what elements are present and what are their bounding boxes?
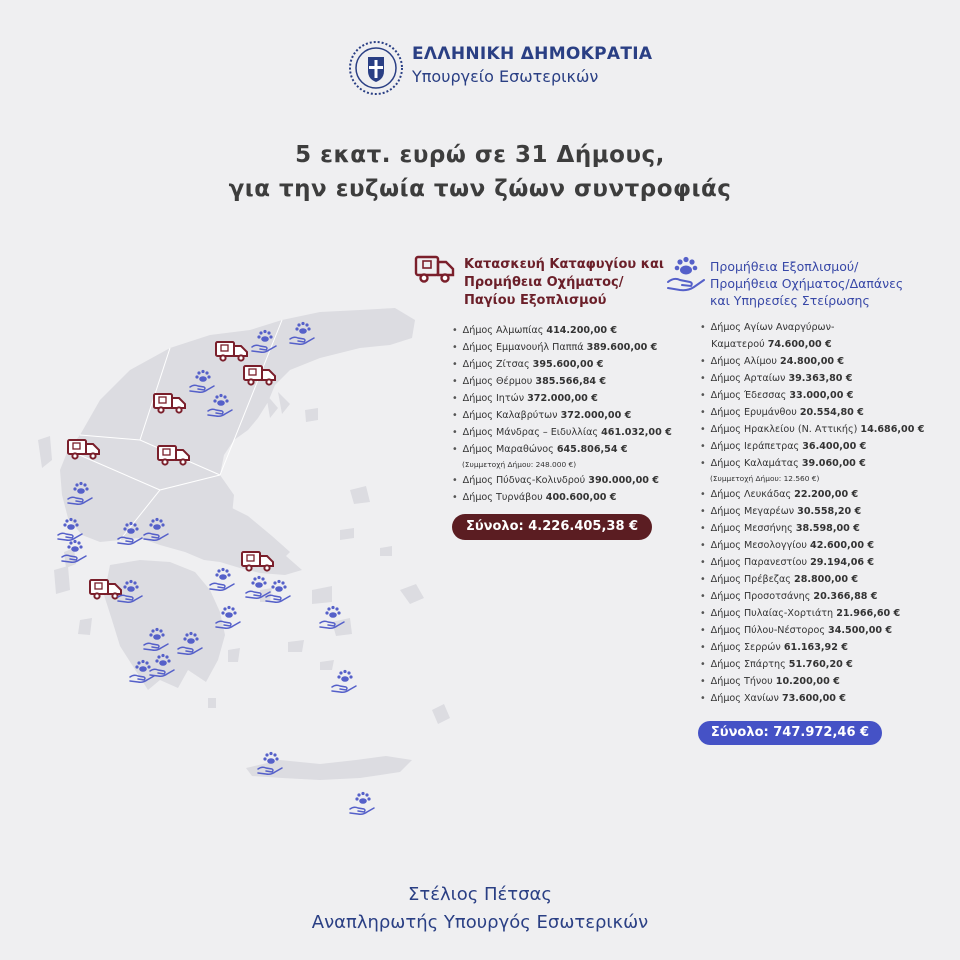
municipality-amount: 61.163,92 €: [783, 642, 848, 653]
ministry-name: Υπουργείο Εσωτερικών: [412, 67, 599, 86]
paw-hand-icon: [246, 576, 270, 598]
municipality-amount: 34.500,00 €: [828, 625, 893, 636]
minister-role: Αναπληρωτής Υπουργός Εσωτερικών: [311, 912, 649, 933]
municipality-name: Δήμος Μεσολογγίου: [710, 540, 807, 551]
bullet: •: [700, 489, 706, 500]
bullet: •: [700, 373, 706, 384]
list-item: [700, 639, 958, 656]
bullet: •: [700, 356, 706, 367]
bullet: •: [700, 676, 706, 687]
municipality-amount: 461.032,00 €: [601, 427, 672, 438]
municipality-name: Δήμος Εμμανουήλ Παππά: [462, 342, 584, 353]
list-item: [700, 370, 958, 387]
bullet: •: [700, 424, 706, 435]
list-item: [700, 588, 958, 605]
municipality-name: Δήμος Τυρνάβου: [462, 492, 543, 503]
municipality-name: Δήμος Καλαβρύτων: [462, 410, 558, 421]
municipality-name: Δήμος Μεγαρέων: [710, 506, 795, 517]
municipality-amount: 390.000,00 €: [588, 475, 659, 486]
bullet: •: [452, 492, 458, 503]
municipality-amount: 395.600,00 €: [532, 359, 604, 370]
list-item: [700, 673, 958, 690]
municipality-name: Δήμος Ερυμάνθου: [710, 407, 797, 418]
bullet: •: [700, 540, 706, 551]
municipality-amount: 73.600,00 €: [781, 693, 846, 704]
municipality-amount: 30.558,20 €: [797, 506, 862, 517]
bullet: •: [700, 591, 706, 602]
list-item: [700, 438, 958, 455]
paw-hand-icon: [350, 792, 374, 814]
municipality-amount: 414.200,00 €: [546, 325, 618, 336]
municipality-name: Δήμος Προσοτσάνης: [710, 591, 811, 602]
municipality-amount: 14.686,00 €: [860, 424, 925, 435]
list-item: [452, 373, 700, 390]
municipality-amount: 74.600,00 €: [767, 339, 832, 350]
municipality-name: Δήμος Αρταίων: [710, 373, 786, 384]
bullet: •: [452, 410, 458, 421]
bullet: •: [452, 325, 458, 336]
bullet: •: [452, 427, 458, 438]
headline-line-1: 5 εκατ. ευρώ σε 31 Δήμους,: [295, 142, 665, 168]
right-heading-line-2: Προμήθεια Οχήματος/Δαπάνες: [710, 276, 904, 291]
municipality-name: Δήμος Έδεσσας: [710, 390, 787, 401]
list-item: [700, 353, 958, 370]
bullet: •: [700, 659, 706, 670]
municipality-amount: 372.000,00 €: [527, 393, 598, 404]
municipality-name: Δήμος Μάνδρας – Ειδυλλίας: [462, 427, 599, 438]
municipality-name: Δήμος Μαραθώνος: [462, 444, 554, 455]
municipality-name: Δήμος Ιεράπετρας: [710, 441, 800, 452]
municipality-name: Δήμος Χανίων: [710, 693, 779, 704]
list-item: [700, 537, 958, 554]
municipality-amount: 28.800,00 €: [794, 574, 859, 585]
municipality-name: Δήμος Τήνου: [710, 676, 773, 687]
contribution-note: (Συμμετοχή Δήμου: 248.000 €): [462, 460, 577, 469]
list-item: [700, 336, 958, 353]
right-heading-line-3: και Υπηρεσίες Στείρωσης: [710, 293, 870, 308]
list-item: [452, 407, 700, 424]
list-item: [452, 424, 700, 441]
list-item: [700, 503, 958, 520]
municipality-amount: 29.194,06 €: [810, 557, 875, 568]
right-section-heading: [710, 258, 960, 309]
left-heading-line-3: Παγίου Εξοπλισμού: [464, 293, 607, 308]
municipality-amount: 10.200,00 €: [775, 676, 840, 687]
bullet: •: [700, 625, 706, 636]
list-item: [700, 486, 958, 503]
municipality-amount: 22.200,00 €: [794, 489, 859, 500]
municipality-amount: 24.800,00 €: [780, 356, 845, 367]
municipality-name: Δήμος Σερρών: [710, 642, 781, 653]
municipality-name: Δήμος Αλμωπίας: [462, 325, 544, 336]
municipality-amount: 372.000,00 €: [560, 410, 632, 421]
municipality-name: Δήμος Σπάρτης: [710, 659, 786, 670]
bullet: •: [452, 393, 458, 404]
bullet: •: [452, 475, 458, 486]
bullet: •: [700, 557, 706, 568]
bullet: •: [700, 574, 706, 585]
bullet: •: [700, 608, 706, 619]
contribution-note: (Συμμετοχή Δήμου: 12.560 €): [710, 474, 820, 483]
bullet: •: [700, 441, 706, 452]
right-total-badge: Σύνολο: 747.972,46 €: [698, 721, 882, 745]
left-section-heading: [464, 256, 664, 310]
minister-name: Στέλιος Πέτσας: [408, 884, 552, 905]
left-heading-line-2: Προμήθεια Οχήματος/: [464, 275, 624, 290]
municipality-amount: 385.566,84 €: [535, 376, 607, 387]
municipality-name: Δήμος Πύλου-Νέστορος: [710, 625, 825, 636]
paw-hand-icon: [210, 568, 234, 590]
municipality-amount: 20.554,80 €: [799, 407, 864, 418]
bullet: •: [700, 693, 706, 704]
bullet: •: [452, 376, 458, 387]
municipality-amount: 42.600,00 €: [810, 540, 875, 551]
headline-line-2: για την ευζωία των ζώων συντροφιάς: [228, 176, 732, 202]
list-item: [452, 390, 700, 407]
municipality-amount: 36.400,00 €: [802, 441, 867, 452]
greek-coat-of-arms-icon: [348, 40, 404, 96]
municipality-name: Καματερού: [711, 339, 765, 350]
bullet: •: [700, 407, 706, 418]
list-item: [452, 339, 700, 356]
list-item: [700, 656, 958, 673]
paw-hand-icon: [332, 670, 356, 692]
municipality-name: Δήμος Πρέβεζας: [710, 574, 791, 585]
bullet: •: [700, 523, 706, 534]
bullet: •: [700, 390, 706, 401]
list-item: [700, 319, 958, 336]
bullet: •: [452, 444, 458, 455]
list-item: [700, 605, 958, 622]
municipality-name: Δήμος Ζίτσας: [462, 359, 530, 370]
left-total-badge: Σύνολο: 4.226.405,38 €: [452, 514, 652, 540]
municipality-amount: 21.966,60 €: [836, 608, 901, 619]
list-item: [452, 472, 700, 489]
list-item: [452, 441, 700, 458]
right-heading-line-1: Προμήθεια Εξοπλισμού/: [710, 259, 859, 274]
municipality-amount: 389.600,00 €: [586, 342, 658, 353]
list-item: [452, 322, 700, 339]
municipality-amount: 20.366,88 €: [813, 591, 878, 602]
list-item: [700, 554, 958, 571]
bullet: •: [700, 642, 706, 653]
left-heading-line-1: Κατασκευή Καταφυγίου και: [464, 257, 664, 272]
list-item: [700, 622, 958, 639]
municipality-amount: 39.363,80 €: [788, 373, 853, 384]
list-item: [700, 404, 958, 421]
left-municipality-list: [452, 322, 700, 506]
paw-hand-icon: [320, 606, 344, 628]
municipality-amount: 33.000,00 €: [789, 390, 854, 401]
municipality-name: Δήμος Ιητών: [462, 393, 525, 404]
municipality-name: Δήμος Αγίων Αναργύρων-: [710, 322, 835, 333]
greece-map: [20, 290, 460, 830]
municipality-name: Δήμος Πυλαίας-Χορτιάτη: [710, 608, 834, 619]
bullet: •: [452, 359, 458, 370]
municipality-name: Δήμος Καλαμάτας: [710, 458, 799, 469]
municipality-name: Δήμος Θέρμου: [462, 376, 533, 387]
municipality-name: Δήμος Λευκάδας: [710, 489, 792, 500]
list-item: [700, 690, 958, 707]
bullet: •: [452, 342, 458, 353]
list-item: [700, 455, 958, 472]
bullet: •: [700, 458, 706, 469]
municipality-name: Δήμος Πύδνας-Κολινδρού: [462, 475, 586, 486]
list-item: [700, 571, 958, 588]
municipality-name: Δήμος Ηρακλείου (Ν. Αττικής): [710, 424, 858, 435]
bullet: •: [700, 322, 706, 333]
municipality-amount: 645.806,54 €: [556, 444, 628, 455]
list-item: [452, 356, 700, 373]
bullet: [700, 339, 706, 350]
municipality-name: Δήμος Παρανεστίου: [710, 557, 807, 568]
municipality-name: Δήμος Αλίμου: [710, 356, 777, 367]
bullet: •: [700, 506, 706, 517]
list-item: [700, 421, 958, 438]
list-item: [700, 387, 958, 404]
paw-hand-icon: [666, 254, 706, 292]
municipality-amount: 400.600,00 €: [545, 492, 617, 503]
municipality-amount: 51.760,20 €: [788, 659, 853, 670]
right-municipality-list: [700, 319, 958, 707]
municipality-amount: 38.598,00 €: [795, 523, 860, 534]
municipality-amount: 39.060,00 €: [801, 458, 866, 469]
list-item: [452, 489, 700, 506]
list-item: [700, 520, 958, 537]
government-title: ΕΛΛΗΝΙΚΗ ΔΗΜΟΚΡΑΤΙΑ: [412, 44, 653, 64]
municipality-name: Δήμος Μεσσήνης: [710, 523, 793, 534]
truck-icon: [414, 254, 456, 286]
